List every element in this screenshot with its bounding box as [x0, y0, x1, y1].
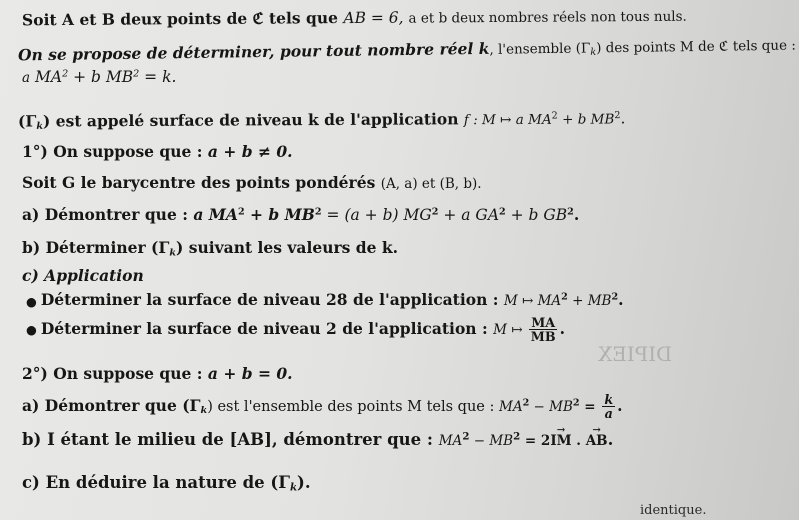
math: + b GB: [505, 206, 568, 224]
fraction: [602, 393, 615, 421]
subscript: k: [200, 405, 208, 417]
math: = (a + b) MG: [321, 206, 432, 224]
line-11: [26, 316, 565, 344]
text: ) suivant les valeurs de k.: [176, 238, 398, 257]
script-e: ℭ: [252, 8, 264, 28]
text: ).: [297, 473, 311, 492]
line-4: [18, 108, 625, 130]
subscript: k: [36, 120, 44, 132]
line-1: [22, 6, 687, 30]
math: + b MB: [68, 68, 134, 86]
line-14: [22, 430, 613, 449]
fraction: [529, 316, 558, 344]
text: (Γ: [17, 111, 37, 131]
bleed-through-text: [598, 342, 672, 366]
math: a: [22, 70, 31, 86]
superscript: 2: [522, 397, 530, 409]
text: ) est l'ensemble des points M tels que :: [207, 398, 499, 415]
math: M ↦ MA: [503, 293, 562, 309]
line-5: [22, 142, 293, 161]
math: − MB: [529, 398, 573, 415]
text: On se propose de déterminer, pour tout nombre réel: [17, 38, 479, 65]
math: .: [620, 109, 626, 128]
denominator: a: [604, 406, 613, 422]
math: − MB: [469, 433, 514, 449]
text: , l'ensemble (Γ: [489, 40, 591, 58]
text: a) Démontrer que (Γ: [22, 395, 201, 415]
math: .: [617, 395, 623, 415]
line-2: [18, 35, 796, 65]
text: b) Déterminer (Γ: [22, 238, 170, 257]
math: = k.: [139, 68, 177, 86]
math: .: [559, 318, 566, 338]
superscript: 2: [611, 291, 619, 303]
text: Déterminer la surface de niveau 2 de l'application :: [40, 318, 494, 338]
text: c) En déduire la nature de (Γ: [22, 473, 290, 492]
math: =: [579, 398, 601, 415]
math: .: [571, 433, 586, 449]
vector-ab: → AB: [586, 433, 608, 449]
math: + MB: [567, 293, 612, 309]
text: b) I étant le milieu de [AB], démontrer que :: [22, 430, 439, 449]
math: M ↦: [493, 321, 527, 338]
text: ) est appelé surface de niveau k de l'application: [42, 109, 464, 131]
footer-text: [640, 503, 706, 518]
math: a + b ≠ 0.: [207, 142, 293, 161]
math-k: k: [478, 38, 490, 58]
math: a MA: [193, 205, 238, 224]
math: .: [607, 430, 614, 449]
text: a et b deux nombres réels non tous nuls.: [408, 8, 687, 27]
bullet-icon: ●: [26, 322, 37, 338]
numerator: k: [604, 392, 614, 407]
line-13: [22, 393, 623, 421]
line-6: [22, 173, 482, 192]
line-12: [22, 364, 293, 383]
math: .: [618, 290, 624, 309]
subscript: k: [289, 481, 298, 494]
numerator: MA: [531, 315, 556, 330]
subscript: k: [169, 247, 177, 259]
text: Déterminer la surface de niveau 28 de l'application :: [40, 290, 504, 309]
superscript: 2: [513, 430, 521, 443]
vector-im: → IM: [550, 433, 571, 449]
text: tels que: [263, 8, 344, 28]
line-3: [22, 68, 176, 86]
superscript: 2: [551, 110, 558, 122]
line-15: [22, 473, 311, 492]
text: 2°) On suppose que :: [22, 364, 208, 383]
math: .: [573, 205, 580, 224]
superscript: 2: [572, 397, 580, 409]
text: Soit A et B deux points de: [21, 8, 253, 30]
superscript: 2: [561, 291, 568, 303]
math: + a GA: [438, 206, 500, 224]
math: f : M ↦ a MA: [463, 111, 552, 129]
section-heading: c) Application: [22, 266, 144, 285]
footer-label: identique.: [640, 503, 707, 518]
math: MA: [438, 433, 463, 449]
math: = 2: [520, 433, 551, 449]
superscript: 2: [133, 68, 140, 80]
bullet-icon: ●: [26, 293, 37, 309]
denominator: MB: [530, 329, 556, 345]
line-8: [22, 238, 398, 257]
line-10: [26, 290, 624, 309]
superscript: 2: [431, 206, 439, 218]
superscript: 2: [62, 68, 69, 80]
superscript: 2: [499, 206, 506, 218]
superscript: 2: [567, 206, 574, 218]
line-7: [22, 205, 579, 224]
math: MA: [30, 68, 63, 86]
text: Soit G le barycentre des points pondérés: [22, 173, 381, 192]
superscript: 2: [462, 430, 470, 443]
math: a + b = 0.: [207, 364, 293, 383]
ghost-text: DIPIEX: [598, 342, 673, 366]
superscript: 2: [614, 110, 621, 122]
line-9: [22, 266, 144, 285]
text: 1°) On suppose que :: [22, 142, 208, 161]
math: + b MB: [557, 111, 615, 128]
math: (A, a) et (B, b).: [380, 176, 482, 192]
math: MA: [499, 398, 523, 415]
superscript: 2: [314, 206, 322, 218]
math: AB = 6,: [343, 8, 409, 28]
text: ) des points M de ℭ tels que :: [596, 37, 797, 57]
subscript: k: [590, 46, 597, 58]
text: a) Démontrer que :: [22, 205, 194, 224]
math: + b MB: [244, 205, 315, 224]
superscript: 2: [237, 206, 245, 218]
